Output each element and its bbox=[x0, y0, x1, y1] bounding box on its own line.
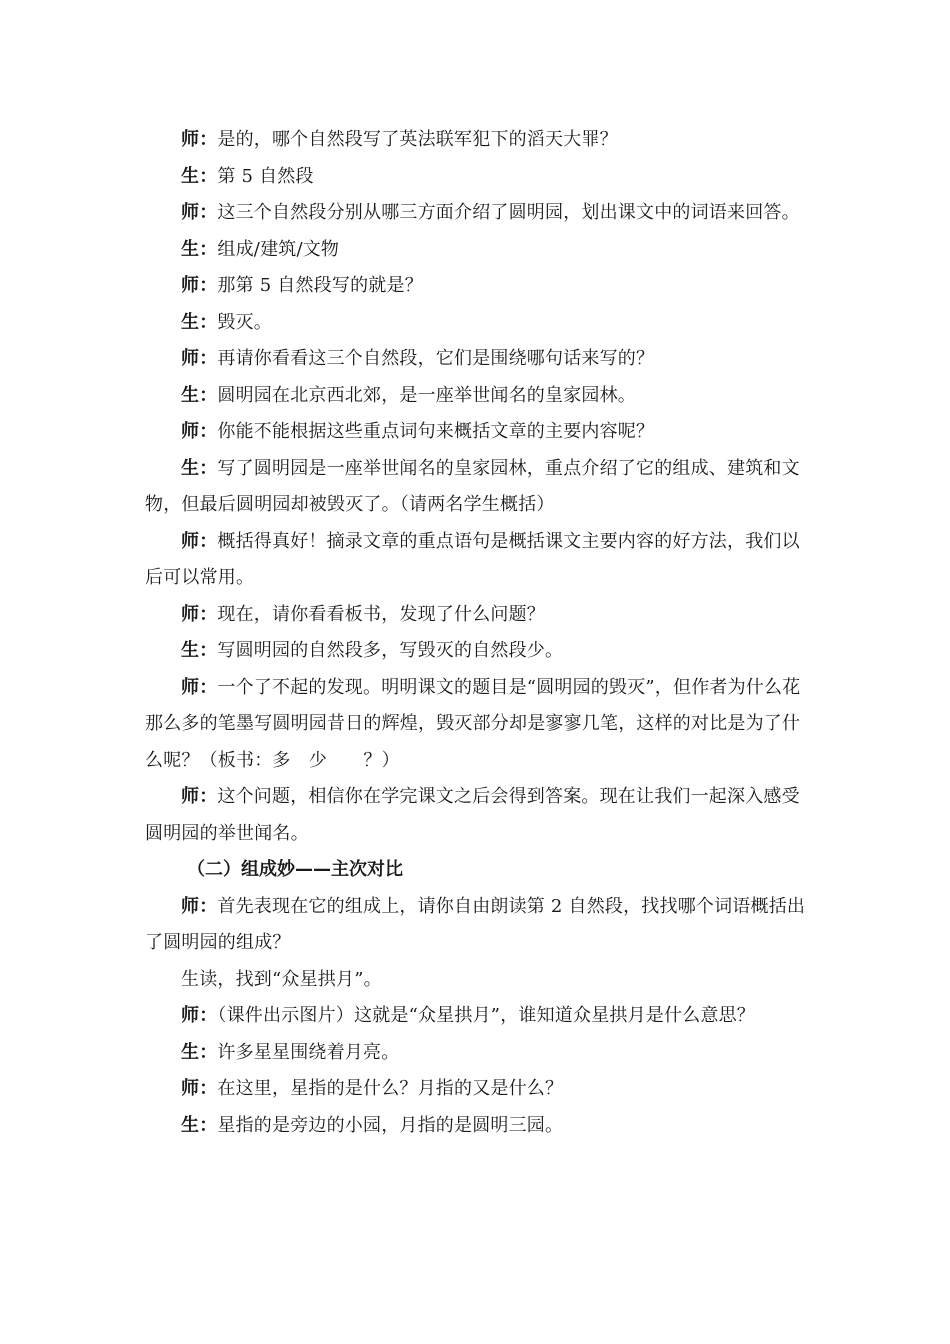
dialogue-line bbox=[145, 889, 811, 962]
dialogue-line bbox=[145, 414, 811, 451]
dialogue-line bbox=[145, 670, 811, 780]
dialogue-text: 再请你看看这三个自然段，它们是围绕哪句话来写的？ bbox=[217, 348, 655, 369]
narration-line bbox=[145, 962, 811, 999]
dialogue-text: 那第 5 自然段写的就是？ bbox=[217, 275, 423, 296]
narration-text: 生读，找到“众星拱月”。 bbox=[181, 968, 382, 990]
dialogue-line bbox=[145, 597, 811, 634]
dialogue-text: 概括得真好！摘录文章的重点语句是概括课文主要内容的好方法，我们以后可以常用。 bbox=[145, 530, 800, 588]
speaker-label: 生： bbox=[181, 311, 218, 333]
dialogue-line bbox=[145, 451, 811, 524]
section-heading: （二）组成妙——主次对比 bbox=[187, 859, 403, 880]
speaker-label: 生： bbox=[181, 384, 218, 406]
dialogue-line bbox=[145, 524, 811, 597]
speaker-label: 师： bbox=[181, 1005, 218, 1026]
dialogue-text: 组成/建筑/文物 bbox=[217, 238, 340, 260]
dialogue-line bbox=[145, 341, 811, 378]
dialogue-text: 你能不能根据这些重点词句来概括文章的主要内容呢？ bbox=[217, 421, 655, 442]
dialogue-text: （课件出示图片）这就是“众星拱月”，谁知道众星拱月是什么意思？ bbox=[217, 1005, 756, 1026]
dialogue-text: 这三个自然段分别从哪三方面介绍了圆明园，划出课文中的词语来回答。 bbox=[217, 202, 800, 223]
speaker-label: 生： bbox=[181, 238, 218, 260]
dialogue-text: 第 5 自然段 bbox=[217, 165, 314, 187]
document-body bbox=[145, 122, 811, 1144]
speaker-label: 师： bbox=[181, 603, 218, 625]
dialogue-text: 是的，哪个自然段写了英法联军犯下的滔天大罪？ bbox=[217, 129, 618, 150]
dialogue-line bbox=[145, 268, 811, 305]
speaker-label: 师： bbox=[181, 348, 218, 369]
speaker-label: 师： bbox=[181, 129, 218, 150]
dialogue-line bbox=[145, 1035, 811, 1072]
speaker-label: 师： bbox=[181, 202, 218, 223]
dialogue-text: 一个了不起的发现。明明课文的题目是“圆明园的毁灭”，但作者为什么花那么多的笔墨写圆明园昔日的辉煌，毁灭部分却是寥寥几笔，这样的对比是为了什么呢？（板书：多 少 ？） bbox=[145, 676, 801, 771]
dialogue-text: 在这里，星指的是什么？月指的又是什么？ bbox=[217, 1078, 564, 1099]
speaker-label: 生： bbox=[181, 1114, 218, 1136]
speaker-label: 生： bbox=[181, 1041, 218, 1063]
speaker-label: 师： bbox=[181, 895, 218, 917]
speaker-label: 生： bbox=[181, 165, 218, 187]
dialogue-text: 写圆明园的自然段多，写毁灭的自然段少。 bbox=[217, 640, 564, 661]
dialogue-text: 首先表现在它的组成上，请你自由朗读第 2 自然段，找找哪个词语概括出了圆明园的组成？ bbox=[145, 895, 806, 953]
dialogue-line bbox=[145, 159, 811, 196]
dialogue-line bbox=[145, 1071, 811, 1108]
dialogue-line bbox=[145, 633, 811, 670]
dialogue-text: 星指的是旁边的小园，月指的是圆明三园。 bbox=[217, 1114, 564, 1136]
speaker-label: 师： bbox=[181, 421, 218, 442]
dialogue-line bbox=[145, 1108, 811, 1145]
dialogue-text: 写了圆明园是一座举世闻名的皇家园林，重点介绍了它的组成、建筑和文物，但最后圆明园却被毁灭了。（请两名学生概括） bbox=[145, 457, 800, 515]
dialogue-line bbox=[145, 378, 811, 415]
dialogue-line bbox=[145, 195, 811, 232]
dialogue-text: 许多星星围绕着月亮。 bbox=[217, 1041, 400, 1063]
speaker-label: 师： bbox=[181, 786, 218, 807]
dialogue-line bbox=[145, 232, 811, 269]
dialogue-line bbox=[145, 779, 811, 852]
dialogue-line bbox=[145, 305, 811, 342]
speaker-label: 师： bbox=[181, 1078, 218, 1099]
dialogue-text: 现在，请你看看板书，发现了什么问题？ bbox=[217, 603, 546, 625]
dialogue-text: 这个问题，相信你在学完课文之后会得到答案。现在让我们一起深入感受圆明园的举世闻名。 bbox=[145, 786, 800, 844]
speaker-label: 师： bbox=[181, 676, 218, 698]
dialogue-text: 毁灭。 bbox=[217, 311, 273, 333]
dialogue-text: 圆明园在北京西北郊，是一座举世闻名的皇家园林。 bbox=[217, 384, 637, 406]
speaker-label: 师： bbox=[181, 275, 218, 296]
dialogue-line bbox=[145, 122, 811, 159]
speaker-label: 生： bbox=[181, 640, 218, 661]
speaker-label: 生： bbox=[181, 457, 218, 479]
dialogue-line bbox=[145, 998, 811, 1035]
speaker-label: 师： bbox=[181, 530, 218, 552]
